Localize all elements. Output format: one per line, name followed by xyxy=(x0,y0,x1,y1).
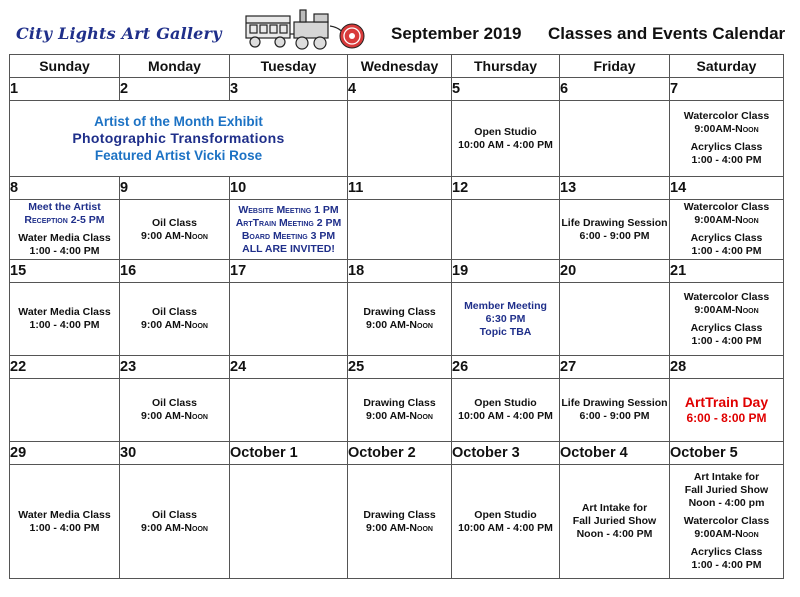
event-time: 10:00 AM - 4:00 PM xyxy=(458,521,553,534)
event-cell-drawing-class xyxy=(348,379,452,442)
event-cell-water-media xyxy=(10,465,120,579)
date-number: October 2 xyxy=(348,442,452,465)
date-number: 9 xyxy=(120,177,230,200)
event-cell-arttrain-day xyxy=(670,379,784,442)
event-time: 1:00 - 4:00 PM xyxy=(691,559,762,571)
event-title: Watercolor Class xyxy=(683,515,770,527)
event-time: 1:00 - 4:00 PM xyxy=(29,319,100,331)
date-number: 30 xyxy=(120,442,230,465)
date-number: 5 xyxy=(452,78,560,101)
event-all-invited: ALL ARE INVITED! xyxy=(242,242,335,255)
calendar-header xyxy=(0,0,800,52)
event-title: Oil Class xyxy=(152,508,197,521)
event-cell-member-meeting xyxy=(452,283,560,356)
week1-events-row xyxy=(10,101,784,177)
event-time: 9:00AM-Noon xyxy=(694,303,759,316)
date-number: 10 xyxy=(230,177,348,200)
date-number: October 5 xyxy=(670,442,784,465)
week3-events-row xyxy=(10,283,784,356)
event-time: 1:00 - 4:00 PM xyxy=(691,334,762,347)
weekday-saturday: Saturday xyxy=(670,55,784,78)
event-time: 9:00 AM-Noon xyxy=(141,229,208,242)
date-number: 6 xyxy=(560,78,670,101)
train-logo-icon xyxy=(244,6,368,52)
date-number: 27 xyxy=(560,356,670,379)
calendar-grid xyxy=(9,54,784,579)
event-cell-watercolor-acrylics xyxy=(670,283,784,356)
date-number: 18 xyxy=(348,260,452,283)
event-cell-empty xyxy=(452,200,560,260)
date-number: 3 xyxy=(230,78,348,101)
event-time: Reception 2-5 PM xyxy=(24,214,105,226)
event-cell-meet-artist xyxy=(10,200,120,260)
gallery-name-logo: City Lights Art Gallery xyxy=(16,24,222,43)
calendar-title: Classes and Events Calendar xyxy=(548,24,786,43)
event-cell-life-drawing xyxy=(560,379,670,442)
event-cell-empty xyxy=(230,465,348,579)
event-cell-watercolor-acrylics xyxy=(670,101,784,177)
event-website-meeting: Website Meeting 1 PM xyxy=(238,203,339,216)
event-title: Acrylics Class xyxy=(690,232,763,244)
event-cell-life-drawing xyxy=(560,200,670,260)
date-number: 15 xyxy=(10,260,120,283)
event-cell-empty xyxy=(560,101,670,177)
weekday-wednesday: Wednesday xyxy=(348,55,452,78)
event-cell-water-media xyxy=(10,283,120,356)
event-cell-oil-class xyxy=(120,379,230,442)
exhibit-heading: Artist of the Month Exhibit xyxy=(94,114,263,129)
event-title: Oil Class xyxy=(152,306,197,318)
date-number: 25 xyxy=(348,356,452,379)
event-time: 9:00AM-Noon xyxy=(694,528,759,540)
event-time: 9:00 AM-Noon xyxy=(366,410,433,422)
event-title: Water Media Class xyxy=(18,508,111,521)
event-title: Water Media Class xyxy=(18,232,111,244)
event-title: Watercolor Class xyxy=(683,290,770,303)
event-cell-watercolor-acrylics xyxy=(670,200,784,260)
event-title: Open Studio xyxy=(474,508,537,521)
date-number: 29 xyxy=(10,442,120,465)
event-title: Water Media Class xyxy=(18,306,111,318)
event-title: Drawing Class xyxy=(363,397,436,409)
date-number: 7 xyxy=(670,78,784,101)
date-number: 2 xyxy=(120,78,230,101)
date-number: 13 xyxy=(560,177,670,200)
event-cell-empty xyxy=(560,283,670,356)
event-title: Fall Juried Show xyxy=(684,484,769,496)
event-cell-meetings xyxy=(230,200,348,260)
date-number: October 1 xyxy=(230,442,348,465)
weekday-sunday: Sunday xyxy=(10,55,120,78)
event-cell-open-studio xyxy=(452,379,560,442)
weekday-header-row xyxy=(10,55,784,78)
exhibit-title: Photographic Transformations xyxy=(72,130,285,146)
event-time: Noon - 4:00 pm xyxy=(688,497,765,509)
event-title: Acrylics Class xyxy=(690,321,763,334)
date-number: 17 xyxy=(230,260,348,283)
event-time: 9:00 AM-Noon xyxy=(141,319,208,331)
date-number: 24 xyxy=(230,356,348,379)
event-cell-art-intake-classes xyxy=(670,465,784,579)
date-number: 11 xyxy=(348,177,452,200)
event-time: 9:00 AM-Noon xyxy=(366,521,433,534)
event-time: 1:00 - 4:00 PM xyxy=(29,245,100,257)
event-time: 10:00 AM - 4:00 PM xyxy=(458,138,553,151)
event-time: 1:00 - 4:00 PM xyxy=(29,521,100,534)
date-number: 4 xyxy=(348,78,452,101)
date-number: 21 xyxy=(670,260,784,283)
date-number: 26 xyxy=(452,356,560,379)
week5-events-row xyxy=(10,465,784,579)
date-number: 19 xyxy=(452,260,560,283)
week4-events-row xyxy=(10,379,784,442)
event-arttrain-meeting: ArtTrain Meeting 2 PM xyxy=(235,216,342,229)
date-number: 23 xyxy=(120,356,230,379)
event-topic: Topic TBA xyxy=(479,325,532,338)
date-number: 20 xyxy=(560,260,670,283)
date-number: 12 xyxy=(452,177,560,200)
date-number: 16 xyxy=(120,260,230,283)
exhibit-featured-artist: Featured Artist Vicki Rose xyxy=(94,148,263,163)
event-title: Acrylics Class xyxy=(690,141,763,153)
event-title: Watercolor Class xyxy=(683,110,770,122)
week3-dates-row xyxy=(10,260,784,283)
event-title: Acrylics Class xyxy=(690,546,763,558)
event-title: Member Meeting xyxy=(464,299,547,312)
event-cell-oil-class xyxy=(120,465,230,579)
week5-dates-row xyxy=(10,442,784,465)
event-time: 1:00 - 4:00 PM xyxy=(691,154,762,166)
event-time: 9:00 AM-Noon xyxy=(366,319,433,331)
week4-dates-row xyxy=(10,356,784,379)
event-title: Life Drawing Session xyxy=(561,397,668,409)
date-number: 14 xyxy=(670,177,784,200)
week1-dates-row xyxy=(10,78,784,101)
event-cell-art-intake xyxy=(560,465,670,579)
event-title: Oil Class xyxy=(152,216,197,229)
event-time: 6:00 - 9:00 PM xyxy=(579,410,650,422)
month-title: September 2019 xyxy=(391,24,522,43)
event-board-meeting: Board Meeting 3 PM xyxy=(241,229,336,242)
weekday-thursday: Thursday xyxy=(452,55,560,78)
weekday-tuesday: Tuesday xyxy=(230,55,348,78)
artist-of-month-exhibit xyxy=(10,101,348,177)
event-time: 6:00 - 9:00 PM xyxy=(579,229,650,242)
event-time: Noon - 4:00 PM xyxy=(576,528,653,540)
event-time: 9:00 AM-Noon xyxy=(141,521,208,534)
event-cell-empty xyxy=(230,283,348,356)
event-title: Art Intake for xyxy=(581,502,648,514)
event-time: 9:00 AM-Noon xyxy=(141,410,208,422)
event-cell-open-studio xyxy=(452,101,560,177)
event-title: Meet the Artist xyxy=(28,201,101,213)
event-time: 10:00 AM - 4:00 PM xyxy=(458,410,553,422)
event-cell-empty xyxy=(348,200,452,260)
event-time: 9:00AM-Noon xyxy=(694,123,759,135)
event-cell-empty xyxy=(348,101,452,177)
date-number: 28 xyxy=(670,356,784,379)
date-number: 1 xyxy=(10,78,120,101)
event-title: Drawing Class xyxy=(363,306,436,318)
event-time: 6:30 PM xyxy=(485,312,526,325)
event-title: Art Intake for xyxy=(693,471,760,483)
event-time: 6:00 - 8:00 PM xyxy=(686,411,767,425)
event-cell-open-studio xyxy=(452,465,560,579)
event-title: Life Drawing Session xyxy=(561,216,668,229)
event-cell-oil-class xyxy=(120,200,230,260)
event-title: Open Studio xyxy=(474,397,537,409)
week2-dates-row xyxy=(10,177,784,200)
event-cell-oil-class xyxy=(120,283,230,356)
event-time: 1:00 - 4:00 PM xyxy=(691,245,762,257)
event-cell-drawing-class xyxy=(348,465,452,579)
date-number: October 3 xyxy=(452,442,560,465)
event-cell-empty xyxy=(230,379,348,442)
event-title: ArtTrain Day xyxy=(684,394,769,410)
event-time: 9:00AM-Noon xyxy=(694,214,759,226)
event-cell-empty xyxy=(10,379,120,442)
event-title: Fall Juried Show xyxy=(572,515,657,527)
event-title: Drawing Class xyxy=(363,508,436,521)
event-title: Oil Class xyxy=(152,397,197,409)
week2-events-row xyxy=(10,200,784,260)
date-number: October 4 xyxy=(560,442,670,465)
date-number: 22 xyxy=(10,356,120,379)
date-number: 8 xyxy=(10,177,120,200)
weekday-monday: Monday xyxy=(120,55,230,78)
weekday-friday: Friday xyxy=(560,55,670,78)
event-title: Open Studio xyxy=(474,125,537,138)
event-cell-drawing-class xyxy=(348,283,452,356)
event-title: Watercolor Class xyxy=(683,201,770,213)
